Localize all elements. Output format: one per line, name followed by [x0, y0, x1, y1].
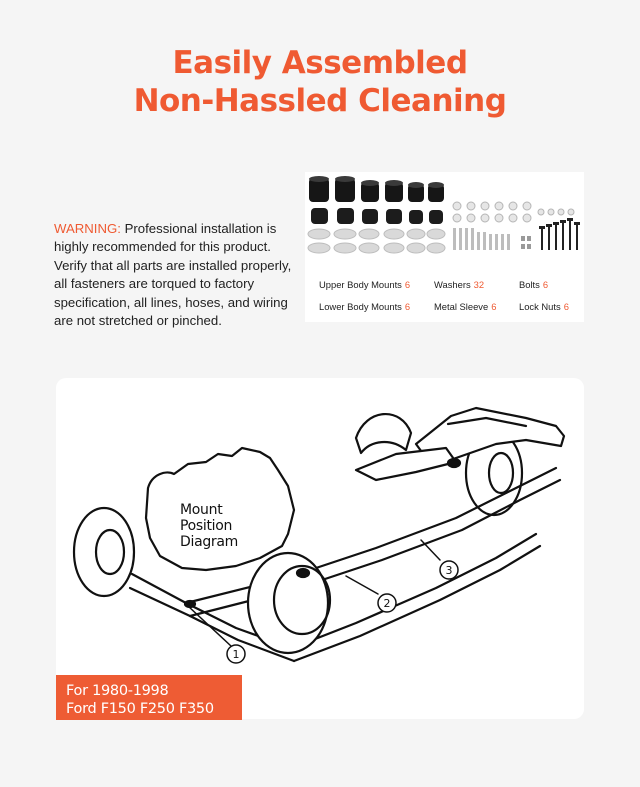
headline [0, 44, 640, 120]
callout-2: 2 [383, 597, 391, 610]
diagram-title [180, 502, 238, 550]
part-count: 6 [563, 301, 569, 312]
warning-text: Professional installation is highly recommended for this product. Verify that all parts are installed properly, all fasteners are torqued to factory specification, all lines, hoses, and wiring are not stretched or pinched. [54, 221, 292, 329]
warning-label: WARNING: [54, 221, 121, 236]
part-count: 6 [404, 301, 411, 312]
model-trucks: Ford F150 F250 F350 [66, 701, 214, 717]
callout-1: 1 [232, 648, 240, 661]
part-count: 6 [404, 279, 411, 290]
model-fitment-badge [56, 675, 242, 720]
kit-parts-photo [305, 172, 584, 272]
model-years: For 1980-1998 [66, 683, 169, 699]
frame-line-drawing [56, 378, 584, 719]
part-washers: Washers 32 [434, 279, 485, 290]
part-lock-nuts: Lock Nuts 6 [519, 301, 569, 312]
part-metal-sleeve: Metal Sleeve 6 [434, 301, 497, 312]
part-upper-body-mounts: Upper Body Mounts 6 [319, 279, 411, 290]
callout-3: 3 [445, 564, 453, 577]
part-count: 6 [542, 279, 549, 290]
kit-contents-card [305, 172, 584, 322]
headline-line-1: Easily Assembled [172, 45, 468, 81]
part-count: 32 [473, 279, 485, 290]
headline-line-2: Non-Hassled Cleaning [133, 83, 507, 119]
mount-position-diagram-card [56, 378, 584, 719]
diagram-title-line-2: Position [180, 518, 233, 534]
part-bolts: Bolts 6 [519, 279, 549, 290]
diagram-title-line-1: Mount [180, 502, 223, 518]
kit-row-2 [319, 301, 569, 312]
warning-notice [54, 220, 294, 330]
kit-row-1 [319, 279, 549, 290]
part-count: 6 [491, 301, 497, 312]
part-lower-body-mounts: Lower Body Mounts 6 [319, 301, 411, 312]
diagram-title-line-3: Diagram [180, 534, 239, 550]
